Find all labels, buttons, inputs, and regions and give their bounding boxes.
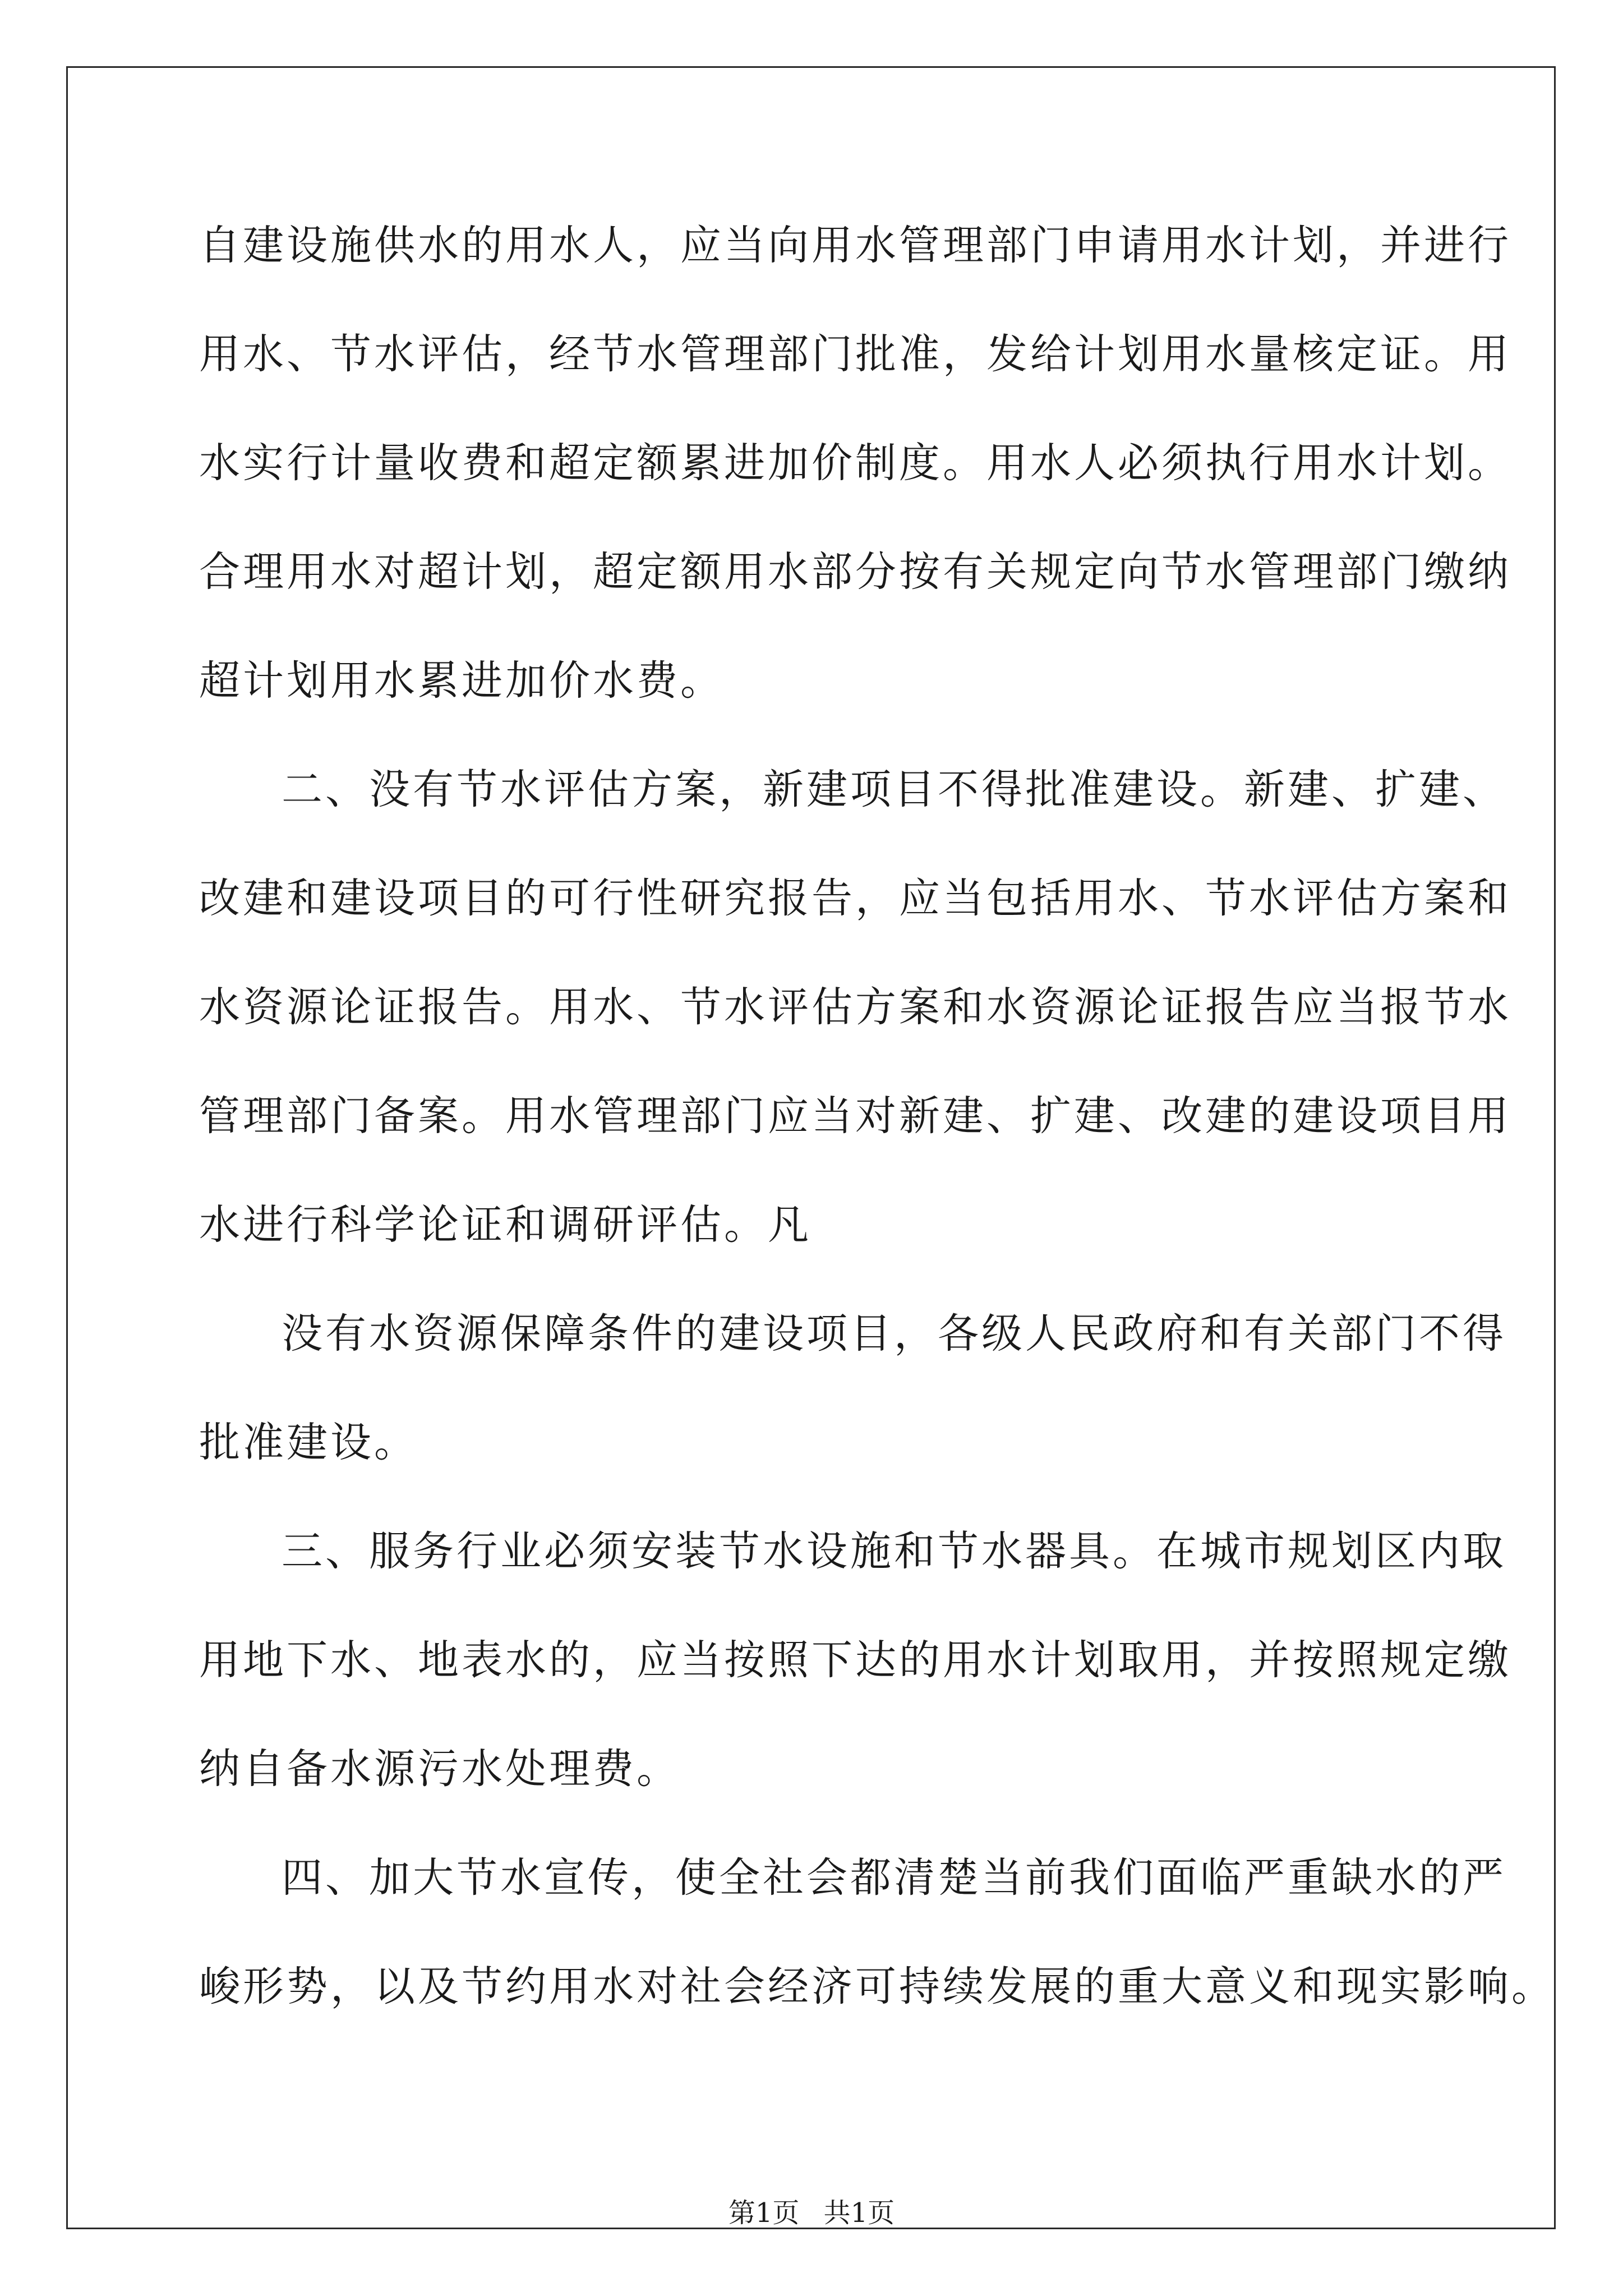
body-text-line: 水实行计量收费和超定额累进加价制度。用水人必须执行用水计划。: [199, 439, 1511, 487]
body-text-line: 自建设施供水的用水人，应当向用水管理部门申请用水计划，并进行: [199, 222, 1511, 269]
body-text-line: 合理用水对超计划，超定额用水部分按有关规定向节水管理部门缴纳: [199, 548, 1511, 596]
body-text-line: 二、没有节水评估方案，新建项目不得批准建设。新建、扩建、: [282, 766, 1506, 813]
body-text-line: 峻形势，以及节约用水对社会经济可持续发展的重大意义和现实影响。: [199, 1963, 1555, 2010]
body-text-line: 用水、节水评估，经节水管理部门批准，发给计划用水量核定证。用: [199, 330, 1511, 378]
page-number: 第1页: [728, 2197, 800, 2229]
body-text-line: 超计划用水累进加价水费。: [199, 657, 724, 705]
page-total: 共1页: [823, 2197, 895, 2229]
body-text-line: 水进行科学论证和调研评估。凡: [199, 1201, 811, 1249]
body-text-line: 用地下水、地表水的，应当按照下达的用水计划取用，并按照规定缴: [199, 1636, 1511, 1684]
body-text-line: 纳自备水源污水处理费。: [199, 1745, 680, 1793]
body-text-line: 水资源论证报告。用水、节水评估方案和水资源论证报告应当报节水: [199, 983, 1511, 1031]
body-text-line: 批准建设。: [199, 1419, 418, 1466]
page-footer: [0, 2196, 1623, 2230]
body-text-line: 三、服务行业必须安装节水设施和节水器具。在城市规划区内取: [282, 1527, 1506, 1575]
body-text-line: 管理部门备案。用水管理部门应当对新建、扩建、改建的建设项目用: [199, 1092, 1511, 1140]
body-text-line: 没有水资源保障条件的建设项目，各级人民政府和有关部门不得: [282, 1310, 1506, 1358]
body-text-line: 改建和建设项目的可行性研究报告，应当包括用水、节水评估方案和: [199, 875, 1511, 922]
body-text-line: 四、加大节水宣传，使全社会都清楚当前我们面临严重缺水的严: [282, 1854, 1506, 1902]
